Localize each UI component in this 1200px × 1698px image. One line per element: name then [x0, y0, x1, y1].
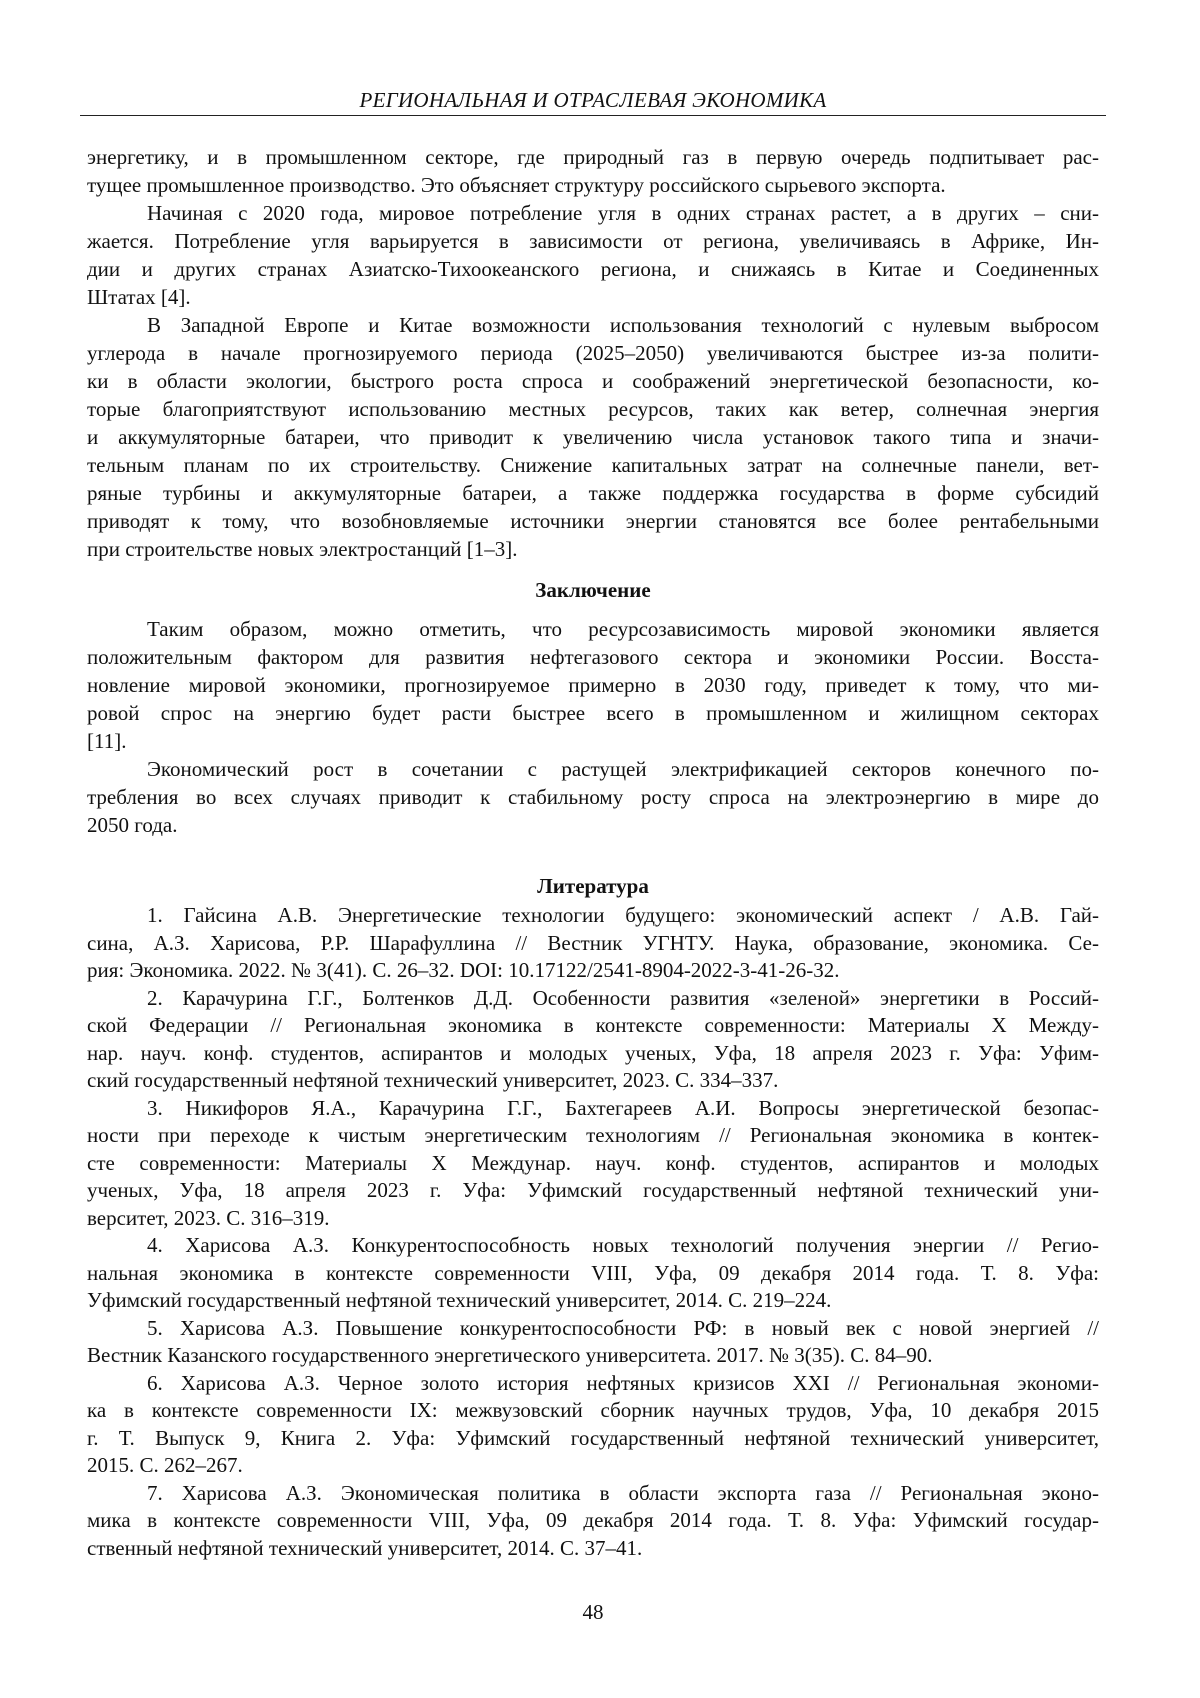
text-line: 1. Гайсина А.В. Энергетические технологии будущего: экономический аспект / А.В. Гай- [87, 902, 1099, 930]
text-line: и аккумуляторные батареи, что приводит к увеличению числа установок такого типа и значи- [87, 423, 1099, 451]
text-line: новление мировой экономики, прогнозируемое примерно в 2030 году, приведет к тому, что ми- [87, 671, 1099, 699]
text-line: Начиная с 2020 года, мировое потребление угля в одних странах растет, а в других – сни- [87, 199, 1099, 227]
paragraph [87, 985, 1099, 1095]
text-line: Экономический рост в сочетании с растущей электрификацией секторов конечного по- [87, 755, 1099, 783]
text-line: 4. Харисова А.З. Конкурентоспособность новых технологий получения энергии // Регио- [87, 1232, 1099, 1260]
text-line: Вестник Казанского государственного энергетического университета. 2017. № 3(35). С. 84–90. [87, 1342, 1099, 1370]
text-line: сте современности: Материалы X Междунар. науч. конф. студентов, аспирантов и молодых [87, 1150, 1099, 1178]
text-line: жается. Потребление угля варьируется в зависимости от региона, увеличиваясь в Африке, Ин- [87, 227, 1099, 255]
text-line: дии и других странах Азиатско-Тихоокеанского региона, и снижаясь в Китае и Соединенных [87, 255, 1099, 283]
running-header-title: РЕГИОНАЛЬНАЯ И ОТРАСЛЕВАЯ ЭКОНОМИКА [87, 88, 1099, 112]
references-heading: Литература [87, 872, 1099, 900]
text-line: рия: Экономика. 2022. № 3(41). С. 26–32. DOI: 10.17122/2541-8904-2022-3-41-26-32. [87, 957, 1099, 985]
text-line: ка в контексте современности IX: межвузовский сборник научных трудов, Уфа, 10 декабря 2015 [87, 1397, 1099, 1425]
text-line: приводят к тому, что возобновляемые источники энергии становятся все более рентабельными [87, 507, 1099, 535]
paragraph [87, 1315, 1099, 1370]
text-line: тельным планам по их строительству. Снижение капитальных затрат на солнечные панели, вет- [87, 451, 1099, 479]
text-line: Уфимский государственный нефтяной технический университет, 2014. С. 219–224. [87, 1287, 1099, 1315]
paragraph [87, 1095, 1099, 1233]
text-line: 2050 года. [87, 811, 1099, 839]
text-line: ученых, Уфа, 18 апреля 2023 г. Уфа: Уфимский государственный нефтяной технический уни- [87, 1177, 1099, 1205]
text-line: нальная экономика в контексте современности VIII, Уфа, 09 декабря 2014 года. Т. 8. Уфа: [87, 1260, 1099, 1288]
text-line: энергетику, и в промышленном секторе, где природный газ в первую очередь подпитывает рас- [87, 143, 1099, 171]
text-line: ки в области экологии, быстрого роста спроса и соображений энергетической безопасности, ко- [87, 367, 1099, 395]
text-line: тущее промышленное производство. Это объясняет структуру российского сырьевого экспорта. [87, 171, 1099, 199]
text-line: ственный нефтяной технический университет, 2014. С. 37–41. [87, 1535, 1099, 1563]
conclusion-text [87, 615, 1099, 839]
references-list [87, 902, 1099, 1562]
text-line: торые благоприятствуют использованию местных ресурсов, таких как ветер, солнечная энергия [87, 395, 1099, 423]
conclusion-heading: Заключение [87, 576, 1099, 604]
text-line: 2. Карачурина Г.Г., Болтенков Д.Д. Особенности развития «зеленой» энергетики в Россий- [87, 985, 1099, 1013]
text-line: при строительстве новых электростанций [1–3]. [87, 535, 1099, 563]
paragraph [87, 755, 1099, 839]
text-line: ровой спрос на энергию будет расти быстрее всего в промышленном и жилищном секторах [87, 699, 1099, 727]
text-line: Штатах [4]. [87, 283, 1099, 311]
paragraph [87, 1370, 1099, 1480]
text-line: нар. науч. конф. студентов, аспирантов и молодых ученых, Уфа, 18 апреля 2023 г. Уфа: Уфим- [87, 1040, 1099, 1068]
text-line: г. Т. Выпуск 9, Книга 2. Уфа: Уфимский государственный нефтяной технический университет, [87, 1425, 1099, 1453]
text-line: сина, А.З. Харисова, Р.Р. Шарафуллина // Вестник УГНТУ. Наука, образование, экономика. Се- [87, 930, 1099, 958]
text-line: 6. Харисова А.З. Черное золото история нефтяных кризисов XXI // Региональная экономи- [87, 1370, 1099, 1398]
text-line: верситет, 2023. С. 316–319. [87, 1205, 1099, 1233]
header-rule [80, 115, 1106, 116]
paragraph [87, 311, 1099, 563]
text-line: ской Федерации // Региональная экономика в контексте современности: Материалы X Между- [87, 1012, 1099, 1040]
text-line: ряные турбины и аккумуляторные батареи, а также поддержка государства в форме субсидий [87, 479, 1099, 507]
text-line: 5. Харисова А.З. Повышение конкурентоспособности РФ: в новый век с новой энергией // [87, 1315, 1099, 1343]
paragraph [87, 615, 1099, 755]
text-line: мика в контексте современности VIII, Уфа, 09 декабря 2014 года. Т. 8. Уфа: Уфимский государ- [87, 1507, 1099, 1535]
text-line: 3. Никифоров Я.А., Карачурина Г.Г., Бахтегареев А.И. Вопросы энергетической безопас- [87, 1095, 1099, 1123]
text-line: положительным фактором для развития нефтегазового сектора и экономики России. Восста- [87, 643, 1099, 671]
body-text [87, 143, 1099, 563]
text-line: [11]. [87, 727, 1099, 755]
text-line: 2015. С. 262–267. [87, 1452, 1099, 1480]
text-line: требления во всех случаях приводит к стабильному росту спроса на электроэнергию в мире до [87, 783, 1099, 811]
text-line: Таким образом, можно отметить, что ресурсозависимость мировой экономики является [87, 615, 1099, 643]
page-number: 48 [87, 1598, 1099, 1626]
text-line: ский государственный нефтяной технический университет, 2023. С. 334–337. [87, 1067, 1099, 1095]
paragraph [87, 199, 1099, 311]
text-line: углерода в начале прогнозируемого периода (2025–2050) увеличиваются быстрее из-за полити- [87, 339, 1099, 367]
text-line: В Западной Европе и Китае возможности использования технологий с нулевым выбросом [87, 311, 1099, 339]
paragraph [87, 143, 1099, 199]
text-line: ности при переходе к чистым энергетическим технологиям // Региональная экономика в контек- [87, 1122, 1099, 1150]
text-line: 7. Харисова А.З. Экономическая политика в области экспорта газа // Региональная эконо- [87, 1480, 1099, 1508]
paragraph [87, 902, 1099, 985]
paragraph [87, 1232, 1099, 1315]
paragraph [87, 1480, 1099, 1563]
